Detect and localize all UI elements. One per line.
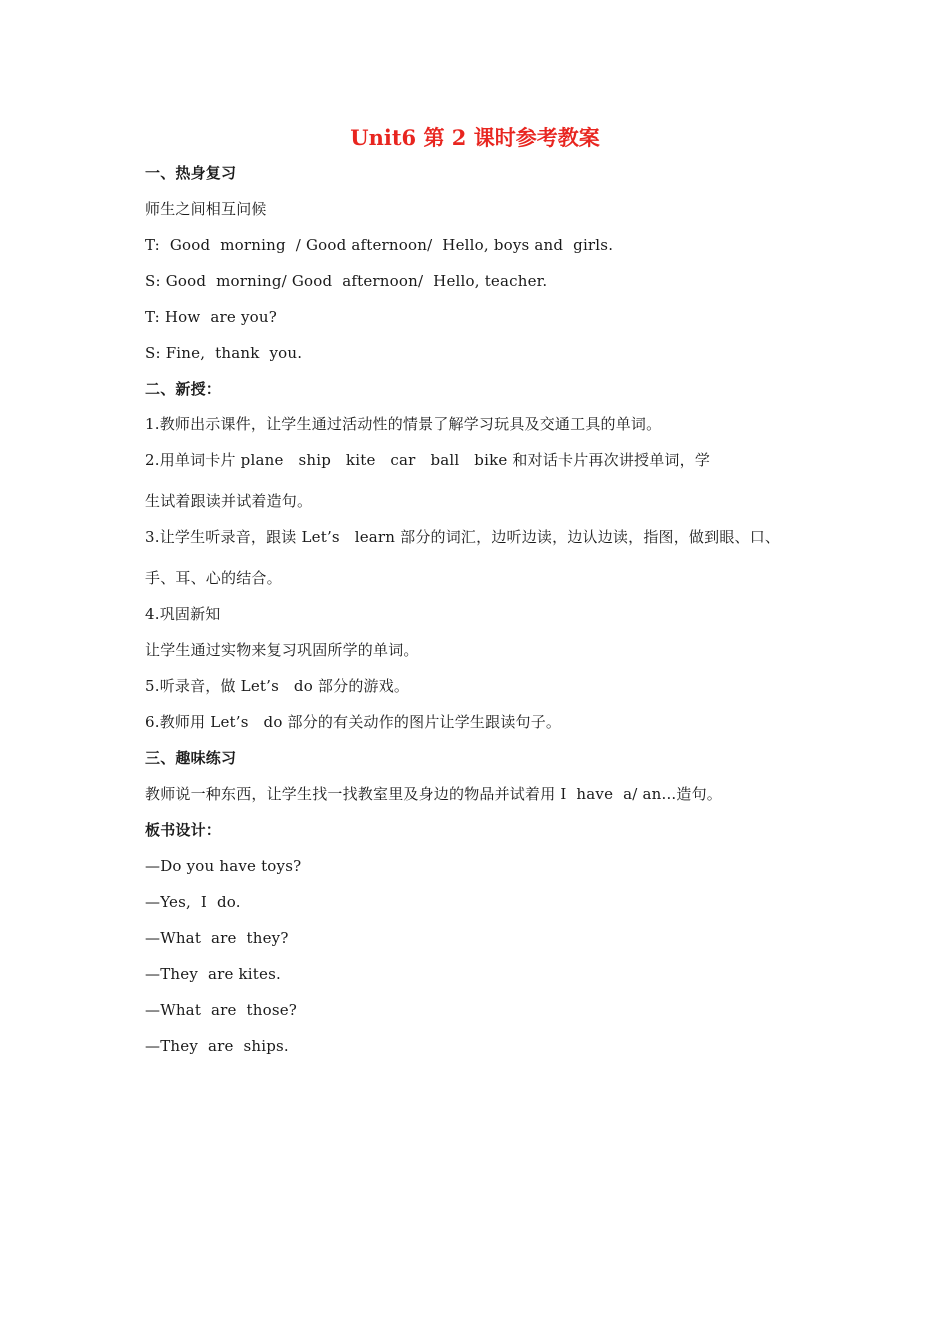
lesson-step-continued: 生试着跟读并试着造句。 bbox=[145, 492, 313, 510]
practice-text: 教师说一种东西，让学生找一找教室里及身边的物品并试着用 I have a/ an...造句。 bbox=[145, 785, 722, 803]
dialog-line: T: How are you? bbox=[145, 308, 277, 326]
board-line: —They are kites. bbox=[145, 965, 281, 983]
lesson-step: 5.听录音，做 Let’s do 部分的游戏。 bbox=[145, 677, 410, 695]
lesson-step: 6.教师用 Let’s do 部分的有关动作的图片让学生跟读句子。 bbox=[145, 713, 562, 731]
section-heading-warmup: 一、热身复习 bbox=[145, 164, 237, 182]
section-heading-practice: 三、趣味练习 bbox=[145, 749, 237, 767]
lesson-step: 1.教师出示课件，让学生通过活动性的情景了解学习玩具及交通工具的单词。 bbox=[145, 415, 662, 433]
warmup-intro: 师生之间相互问候 bbox=[145, 200, 267, 218]
board-line: —What are they? bbox=[145, 929, 289, 947]
board-line: —They are ships. bbox=[145, 1037, 289, 1055]
lesson-step-detail: 让学生通过实物来复习巩固所学的单词。 bbox=[145, 641, 419, 659]
board-line: —What are those? bbox=[145, 1001, 298, 1019]
dialog-line: T: Good morning / Good afternoon/ Hello, boys and girls. bbox=[145, 236, 614, 254]
lesson-step: 4.巩固新知 bbox=[145, 605, 221, 623]
lesson-step: 2.用单词卡片 plane ship kite car ball bike 和对话卡片再次讲授单词，学 bbox=[145, 451, 711, 469]
dialog-line: S: Good morning/ Good afternoon/ Hello, teacher. bbox=[145, 272, 548, 290]
document-title: Unit6 第 2 课时参考教案 bbox=[350, 125, 600, 150]
lesson-step: 3.让学生听录音，跟读 Let’s learn 部分的词汇，边听边读，边认边读，指图，做到眼、口、 bbox=[145, 528, 781, 546]
board-line: —Yes, I do. bbox=[145, 893, 241, 911]
board-line: —Do you have toys? bbox=[145, 857, 302, 875]
section-heading-new-lesson: 二、新授： bbox=[145, 380, 222, 398]
dialog-line: S: Fine, thank you. bbox=[145, 344, 303, 362]
section-heading-board: 板书设计： bbox=[145, 821, 222, 839]
lesson-step-continued: 手、耳、心的结合。 bbox=[145, 569, 282, 587]
